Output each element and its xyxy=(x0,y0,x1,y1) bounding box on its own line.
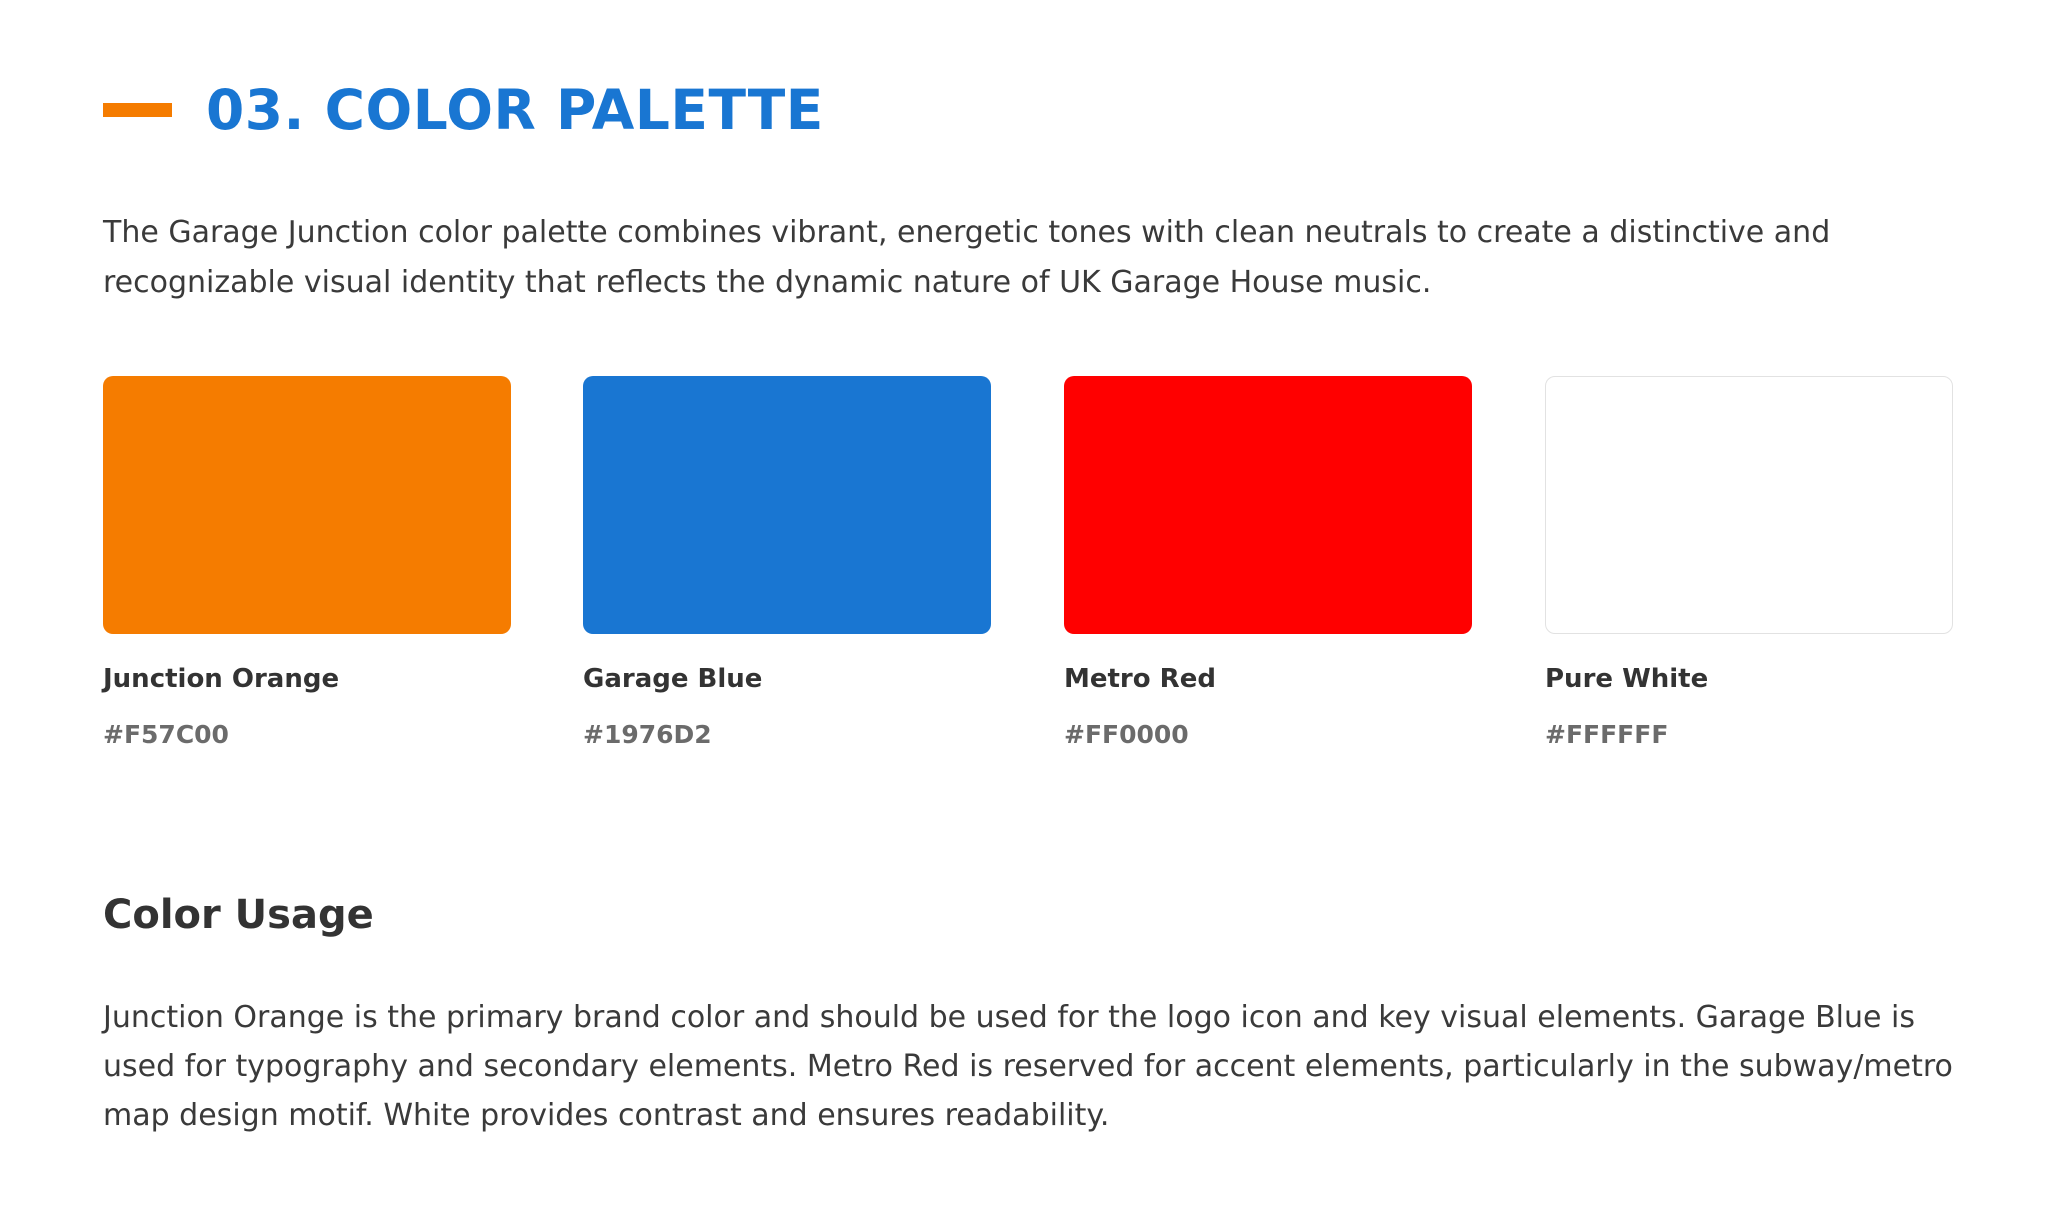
swatch-hex-code: #1976D2 xyxy=(583,720,712,749)
swatch-name: Metro Red xyxy=(1064,664,1216,694)
swatch-color-metro-red xyxy=(1064,376,1472,634)
section-header xyxy=(103,70,824,150)
header-accent-bar xyxy=(103,103,172,117)
swatch-color-junction-orange xyxy=(103,376,511,634)
swatch-hex-code: #F57C00 xyxy=(103,720,229,749)
section-title: 03. COLOR PALETTE xyxy=(206,78,824,142)
swatch-hex-code: #FFFFFF xyxy=(1545,720,1669,749)
intro-paragraph: The Garage Junction color palette combines vibrant, energetic tones with clean neutrals to create a distinctive and recognizable visual identity that reflects the dynamic nature of UK Garage House music. xyxy=(103,215,1831,300)
swatch-card-metro-red xyxy=(1064,376,1472,749)
swatch-color-garage-blue xyxy=(583,376,991,634)
color-swatch-grid xyxy=(103,376,1950,766)
swatch-name: Pure White xyxy=(1545,664,1709,694)
swatch-card-pure-white xyxy=(1545,376,1953,749)
swatch-name: Garage Blue xyxy=(583,664,763,694)
swatch-name: Junction Orange xyxy=(103,664,340,694)
swatch-color-pure-white xyxy=(1545,376,1953,634)
swatch-hex-code: #FF0000 xyxy=(1064,720,1189,749)
swatch-card-garage-blue xyxy=(583,376,991,749)
color-usage-paragraph: Junction Orange is the primary brand color and should be used for the logo icon and key visual elements. Garage Blue is used for typography and secondary elements. Metro Red is reserved for accent elements, particularly in the subway/metro map design motif. White provides contrast and ensures readability. xyxy=(103,1000,1953,1133)
color-usage-heading: Color Usage xyxy=(103,892,374,938)
swatch-card-junction-orange xyxy=(103,376,511,749)
